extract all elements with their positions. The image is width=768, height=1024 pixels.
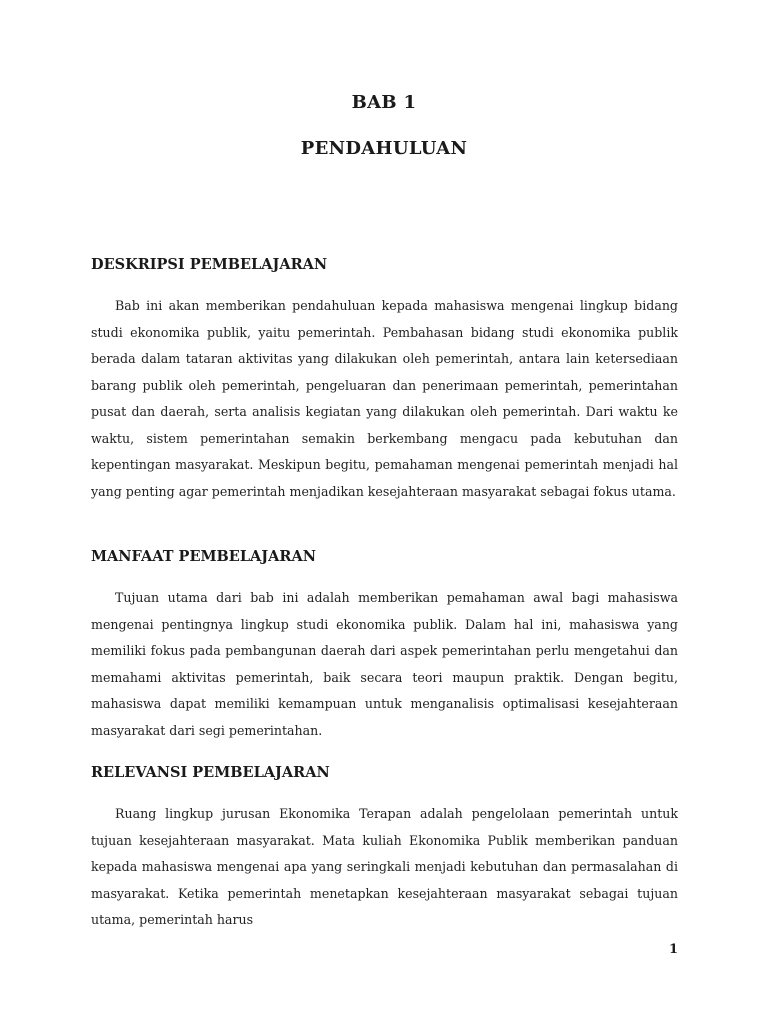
section-paragraph: Tujuan utama dari bab ini adalah memberikan pemahaman awal bagi mahasiswa mengenai pentingnya lingkup studi ekonomika publik. Dalam hal ini, mahasiswa yang memiliki fokus pada pembangunan daerah dari aspek pemerintahan perlu mengetahui dan memahami aktivitas pemerintah, baik secara teori maupun praktik. Dengan begitu, mahasiswa dapat memiliki kemampuan untuk menganalisis optimalisasi kesejahteraan masyarakat dari segi pemerintahan. xyxy=(91,590,678,738)
section-manfaat xyxy=(91,547,678,744)
section-heading: DESKRIPSI PEMBELAJARAN xyxy=(91,256,328,273)
section-paragraph: Ruang lingkup jurusan Ekonomika Terapan adalah pengelolaan pemerintah untuk tujuan kesejahteraan masyarakat. Mata kuliah Ekonomika Publik memberikan panduan kepada mahasiswa mengenai apa yang seringkali menjadi kebutuhan dan permasalahan di masyarakat. Ketika pemerintah menetapkan kesejahteraan masyarakat sebagai tujuan utama, pemerintah harus xyxy=(91,806,678,927)
chapter-number: BAB 1 xyxy=(351,92,417,113)
section-heading: RELEVANSI PEMBELAJARAN xyxy=(91,764,330,781)
chapter-title: PENDAHULUAN xyxy=(300,138,468,159)
page-number: 1 xyxy=(669,942,679,957)
section-heading: MANFAAT PEMBELAJARAN xyxy=(91,548,316,565)
section-paragraph: Bab ini akan memberikan pendahuluan kepada mahasiswa mengenai lingkup bidang studi ekonomika publik, yaitu pemerintah. Pembahasan bidang studi ekonomika publik berada dalam tataran aktivitas yang dilakukan oleh pemerintah, antara lain ketersediaan barang publik oleh pemerintah, pengeluaran dan penerimaan pemerintah, pemerintahan pusat dan daerah, serta analisis kegiatan yang dilakukan oleh pemerintah. Dari waktu ke waktu, sistem pemerintahan semakin berkembang mengacu pada kebutuhan dan kepentingan masyarakat. Meskipun begitu, pemahaman mengenai pemerintah menjadi hal yang penting agar pemerintah menjadikan kesejahteraan masyarakat sebagai fokus utama. xyxy=(91,298,678,499)
section-deskripsi xyxy=(91,255,678,505)
section-relevansi xyxy=(91,763,678,934)
